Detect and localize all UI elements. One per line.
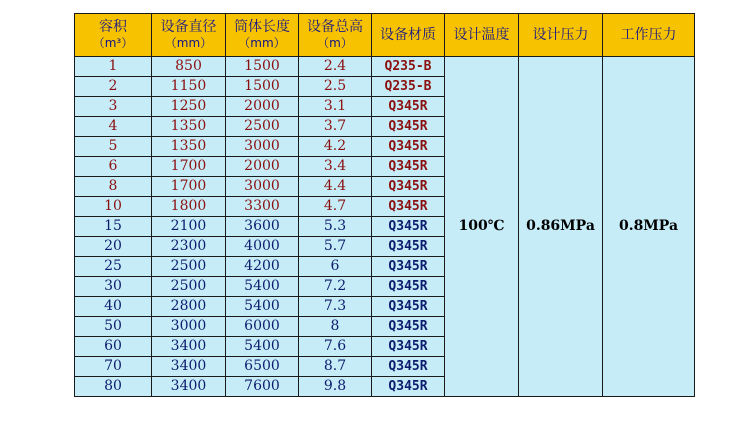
cell-diameter: 3400 — [152, 377, 226, 397]
cell-length: 4200 — [226, 257, 299, 277]
cell-volume: 8 — [75, 177, 152, 197]
header-working-pressure — [603, 14, 695, 57]
cell-height: 8.7 — [299, 357, 372, 377]
cell-height: 4.2 — [299, 137, 372, 157]
header-design-pressure — [519, 14, 603, 57]
cell-material: Q345R — [372, 237, 445, 257]
cell-volume: 3 — [75, 97, 152, 117]
cell-length: 3600 — [226, 217, 299, 237]
cell-height: 4.7 — [299, 197, 372, 217]
cell-diameter: 1700 — [152, 177, 226, 197]
header-diameter — [152, 14, 226, 57]
header-unit: （mm） — [238, 36, 286, 50]
cell-height: 3.4 — [299, 157, 372, 177]
header-height — [299, 14, 372, 57]
cell-height: 5.7 — [299, 237, 372, 257]
cell-diameter: 2100 — [152, 217, 226, 237]
cell-diameter: 1350 — [152, 117, 226, 137]
cell-length: 2000 — [226, 157, 299, 177]
cell-length: 1500 — [226, 77, 299, 97]
cell-length: 1500 — [226, 57, 299, 77]
cell-volume: 25 — [75, 257, 152, 277]
cell-material: Q345R — [372, 197, 445, 217]
cell-volume: 1 — [75, 57, 152, 77]
spec-table — [74, 13, 695, 397]
header-title: 筒体长度 — [234, 19, 290, 35]
header-title: 设备材质 — [380, 26, 436, 43]
header-design-temperature — [445, 14, 519, 57]
cell-length: 4000 — [226, 237, 299, 257]
cell-height: 6 — [299, 257, 372, 277]
cell-material: Q345R — [372, 217, 445, 237]
header-title: 设计压力 — [532, 26, 589, 43]
cell-diameter: 850 — [152, 57, 226, 77]
cell-height: 9.8 — [299, 377, 372, 397]
header-unit: （mm） — [164, 36, 213, 50]
cell-volume: 10 — [75, 197, 152, 217]
cell-volume: 40 — [75, 297, 152, 317]
header-title: 工作压力 — [620, 26, 677, 43]
cell-design-temperature: 100℃ — [445, 57, 519, 397]
cell-height: 4.4 — [299, 177, 372, 197]
cell-material: Q345R — [372, 377, 445, 397]
cell-volume: 80 — [75, 377, 152, 397]
cell-height: 3.1 — [299, 97, 372, 117]
cell-diameter: 1150 — [152, 77, 226, 97]
cell-length: 2000 — [226, 97, 299, 117]
cell-material: Q345R — [372, 357, 445, 377]
cell-height: 2.4 — [299, 57, 372, 77]
cell-diameter: 1800 — [152, 197, 226, 217]
cell-height: 7.6 — [299, 337, 372, 357]
cell-diameter: 2800 — [152, 297, 226, 317]
header-title: 设计温度 — [453, 26, 510, 43]
cell-height: 8 — [299, 317, 372, 337]
cell-height: 7.3 — [299, 297, 372, 317]
cell-material: Q345R — [372, 337, 445, 357]
cell-volume: 20 — [75, 237, 152, 257]
cell-height: 5.3 — [299, 217, 372, 237]
header-unit: （m³） — [92, 36, 134, 50]
cell-diameter: 2500 — [152, 277, 226, 297]
cell-volume: 6 — [75, 157, 152, 177]
cell-diameter: 3400 — [152, 337, 226, 357]
cell-length: 6000 — [226, 317, 299, 337]
cell-volume: 15 — [75, 217, 152, 237]
cell-length: 5400 — [226, 277, 299, 297]
cell-volume: 50 — [75, 317, 152, 337]
cell-design-pressure: 0.86MPa — [519, 57, 603, 397]
header-title: 设备直径 — [160, 19, 217, 35]
cell-height: 2.5 — [299, 77, 372, 97]
cell-length: 3300 — [226, 197, 299, 217]
cell-volume: 70 — [75, 357, 152, 377]
cell-volume: 2 — [75, 77, 152, 97]
cell-height: 3.7 — [299, 117, 372, 137]
cell-volume: 5 — [75, 137, 152, 157]
cell-material: Q345R — [372, 257, 445, 277]
cell-length: 3000 — [226, 137, 299, 157]
cell-diameter: 3000 — [152, 317, 226, 337]
header-title: 容积 — [99, 19, 127, 35]
header-length — [226, 14, 299, 57]
cell-length: 5400 — [226, 337, 299, 357]
cell-diameter: 2300 — [152, 237, 226, 257]
cell-material: Q345R — [372, 157, 445, 177]
cell-volume: 60 — [75, 337, 152, 357]
cell-volume: 4 — [75, 117, 152, 137]
cell-material: Q235-B — [372, 57, 445, 77]
cell-material: Q345R — [372, 137, 445, 157]
cell-diameter: 1700 — [152, 157, 226, 177]
cell-material: Q345R — [372, 317, 445, 337]
cell-material: Q345R — [372, 277, 445, 297]
header-material — [372, 14, 445, 57]
cell-material: Q345R — [372, 177, 445, 197]
cell-volume: 30 — [75, 277, 152, 297]
cell-diameter: 1250 — [152, 97, 226, 117]
cell-length: 3000 — [226, 177, 299, 197]
cell-material: Q345R — [372, 117, 445, 137]
cell-length: 5400 — [226, 297, 299, 317]
cell-material: Q345R — [372, 297, 445, 317]
cell-diameter: 2500 — [152, 257, 226, 277]
cell-length: 6500 — [226, 357, 299, 377]
header-title: 设备总高 — [307, 19, 363, 35]
cell-diameter: 1350 — [152, 137, 226, 157]
cell-length: 7600 — [226, 377, 299, 397]
cell-working-pressure: 0.8MPa — [603, 57, 695, 397]
header-row — [75, 14, 695, 57]
header-volume — [75, 14, 152, 57]
header-unit: （m） — [317, 36, 353, 50]
cell-diameter: 3400 — [152, 357, 226, 377]
table-row — [75, 57, 695, 77]
cell-length: 2500 — [226, 117, 299, 137]
cell-material: Q345R — [372, 97, 445, 117]
cell-height: 7.2 — [299, 277, 372, 297]
cell-material: Q235-B — [372, 77, 445, 97]
